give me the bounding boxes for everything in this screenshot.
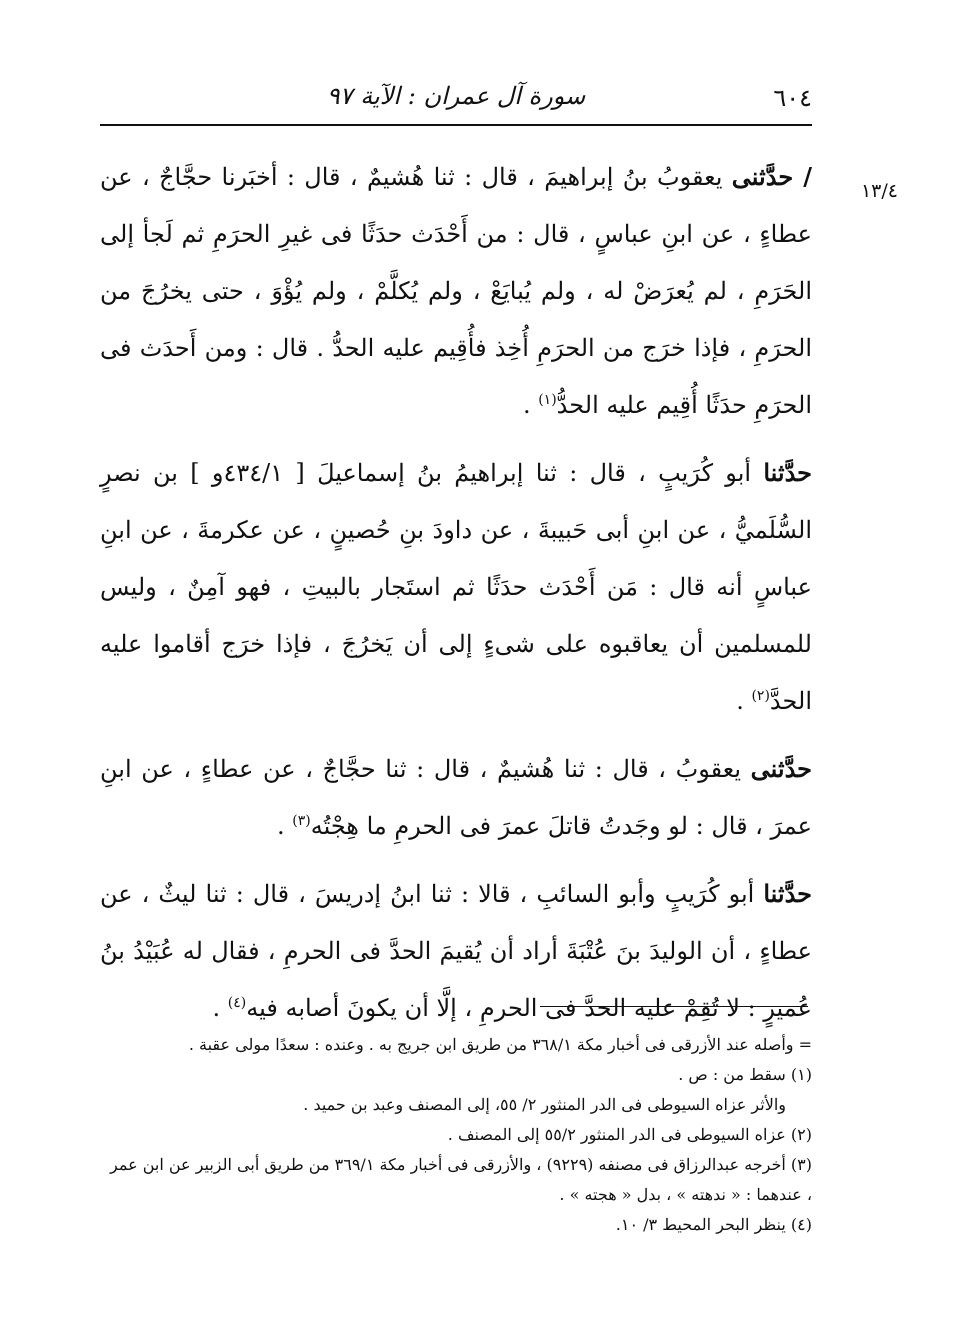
paragraph	[100, 444, 812, 730]
margin-reference: ١٣/٤	[860, 180, 898, 202]
paragraph-lead: حدَّثنا	[763, 458, 812, 487]
footnote-marker: (١)	[538, 392, 557, 408]
page-number: ٦٠٤	[773, 84, 812, 112]
page-header	[100, 80, 812, 122]
footnote-marker: (٣)	[292, 813, 311, 829]
paragraph-text: يعقوبُ ، قال : ثنا هُشيمٌ ، قال : ثنا حجَّاجٌ ، عن عطاءٍ ، عن ابنِ عمرَ ، قال : لو وجَدتُ قاتلَ عمرَ فى الحرمِ ما هِجْتُه	[100, 755, 812, 840]
paragraph-text: أبو كُرَيبٍ وأبو السائبِ ، قالا : ثنا ابنُ إدريسَ ، قال : ثنا ليثٌ ، عن عطاءٍ ، أن الوليدَ بنَ عُتْبَةَ أراد أن يُقيمَ الحدَّ فى الحرمِ ، فقال له عُبَيْدُ بنُ عُميرٍ : لا تُقِمْ عليه الحدَّ فى الحرمِ ، إلَّا أن يكونَ أصابه فيه	[100, 880, 812, 1022]
paragraph-tail: .	[212, 994, 228, 1022]
paragraph-lead: حدَّثنى	[750, 754, 812, 783]
header-rule	[100, 124, 812, 126]
paragraph-lead: / حدَّثنى	[731, 162, 812, 191]
paragraph-lead: حدَّثنا	[763, 879, 812, 908]
footnote-marker: (٢)	[751, 688, 770, 704]
footnote: = وأصله عند الأزرقى فى أخبار مكة ٣٦٨/١ من طريق ابن جريج به . وعنده : سعدًا مولى عقبة .	[188, 1035, 812, 1054]
footnotes	[100, 1030, 812, 1240]
running-title: سورة آل عمران : الآية ٩٧	[326, 82, 586, 110]
footnote: (٣) أخرجه عبدالرزاق فى مصنفه (٩٢٢٩) ، والأزرقى فى أخبار مكة ٣٦٩/١ من طريق أبى الزبير عن ابن عمر ، عندهما : « ندهته » ، بدل « هجته » .	[110, 1155, 812, 1204]
footnote-marker: (٤)	[227, 995, 247, 1011]
paragraph	[100, 740, 812, 855]
footnote: (١) سقط من : ص .	[678, 1065, 812, 1084]
paragraph-tail: .	[522, 391, 539, 419]
main-text	[100, 148, 812, 1037]
paragraph-tail: .	[276, 812, 293, 840]
footnote-rule	[540, 1006, 808, 1007]
paragraph	[100, 865, 812, 1037]
paragraph-text: أبو كُرَيبٍ ، قال : ثنا إبراهيمُ بنُ إسماعيلَ [ ٤٣٤/١و ] بن نصرٍ السُّلَميُّ ، عن ابنِ أبى حَبيبةَ ، عن داودَ بنِ حُصينٍ ، عن عكرمةَ ، عن ابنِ عباسٍ أنه قال : مَن أَحْدَث حدَثًا ثم استَجار بالبيتِ ، فهو آمِنٌ ، وليس للمسلمين أن يعاقبوه على شىءٍ إلى أن يَخرُجَ ، فإذا خرَج أقاموا عليه الحدَّ	[100, 459, 812, 715]
paragraph	[100, 148, 812, 434]
paragraph-text: يعقوبُ بنُ إبراهيمَ ، قال : ثنا هُشيمٌ ، قال : أخبَرنا حجَّاجٌ ، عن عطاءٍ ، عن ابنِ عباسٍ ، قال : من أَحْدَث حدَثًا فى غيرِ الحرَمِ ثم لَجأ إلى الحَرَمِ ، لم يُعرَضْ له ، ولم يُبايَعْ ، ولم يُكلَّمْ ، ولم يُؤْوَ ، حتى يخرُجَ من الحرَمِ ، فإذا خرَج من الحرَمِ أُخِذ فأُقِيم عليه الحدُّ . قال : ومن أَحدَث فى الحرَمِ حدَثًا أُقِيم عليه الحدُّ	[100, 163, 812, 419]
footnote: (٢) عزاه السيوطى فى الدر المنثور ٥٥/٢ إلى المصنف .	[447, 1125, 812, 1144]
paragraph-tail: .	[736, 687, 752, 715]
footnote: والأثر عزاه السيوطى فى الدر المنثور ٢/ ٥٥، إلى المصنف وعبد بن حميد .	[303, 1095, 786, 1114]
footnote: (٤) ينظر البحر المحيط ٣/ ١٠.	[615, 1215, 812, 1234]
